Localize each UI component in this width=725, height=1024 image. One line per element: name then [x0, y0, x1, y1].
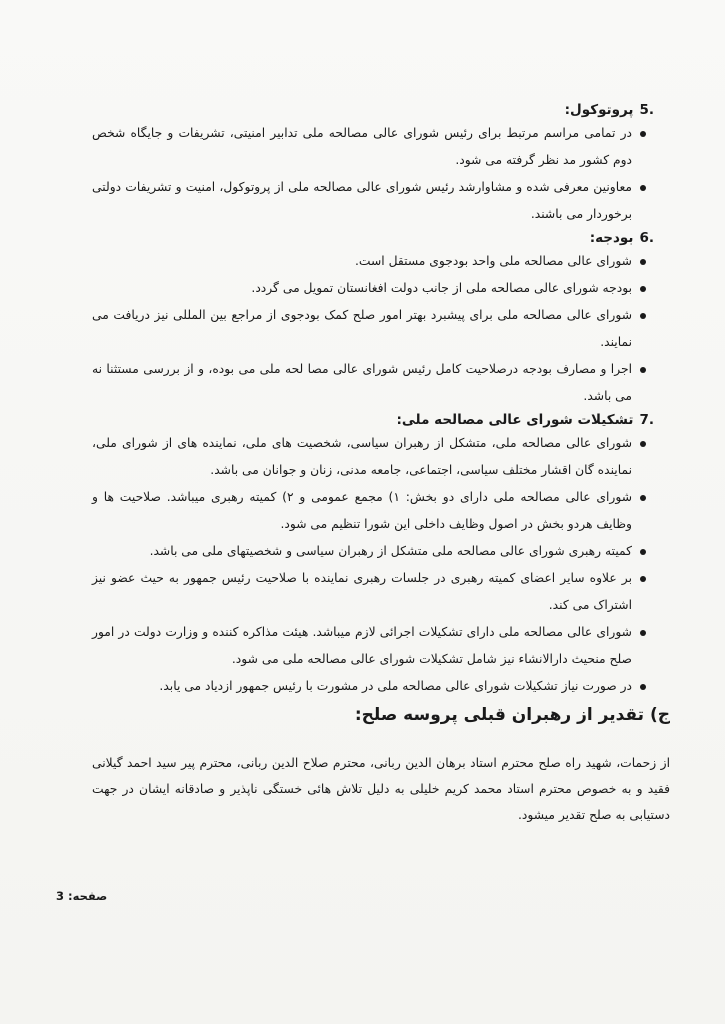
section-heading: [92, 228, 654, 248]
section-title: بودجه:: [589, 230, 634, 246]
appreciation-paragraph: از زحمات، شهید راه صلح محترم استاد برهان الدین ربانی، محترم صلاح الدین ربانی، محترم پیر سید احمد گیلانی فقید و به خصوص محترم استاد محمد کریم خلیلی به دلیل تلاش هائی خستگی ناپذیر و صادقانه ایشان در جهت دستیابی به صلح تقدیر میشود.: [92, 756, 670, 822]
list-item: [92, 484, 632, 538]
list-item-text: بر علاوه سایر اعضای کمیته رهبری در جلسات رهبری نماینده با صلاحیت رئیس جمهور به حیث عضو نیز اشتراک می کند.: [92, 571, 632, 612]
list-item: [92, 275, 632, 302]
section-title: پروتوکول:: [564, 102, 634, 118]
page-number: صفحه: 3: [56, 889, 108, 903]
section-title: تشکیلات شورای عالی مصالحه ملی:: [396, 412, 634, 428]
list-item: [92, 538, 632, 565]
list-item: [92, 619, 632, 673]
list-item-text: شورای عالی مصالحه ملی، متشکل از رهبران سیاسی، شخصیت های ملی، نماینده های از شورای ملی، نماینده گان اقشار مختلف سیاسی، اجتماعی، جامعه مدنی، زنان و جوانان می باشد.: [92, 436, 632, 477]
appreciation-heading: ج) تقدیر از رهبران قبلی پروسه صلح:: [354, 705, 670, 725]
list-item: [92, 430, 632, 484]
section-protocol: [92, 100, 654, 228]
page-content: [92, 100, 670, 828]
list-item-text: شورای عالی مصالحه ملی دارای دو بخش: ۱) مجمع عمومی و ۲) کمیته رهبری میباشد. صلاحیت ها و وظایف هردو بخش در اصول وظایف داخلی این شورا تنظیم می شود.: [92, 490, 633, 531]
list-item-text: معاونین معرفی شده و مشاوارشد رئیس شورای عالی مصالحه ملی از پروتوکول، امنیت و تشریفات دولتی برخوردار می باشند.: [92, 180, 632, 221]
list-item: [92, 673, 632, 700]
list-item: [92, 248, 632, 275]
list-item-text: شورای عالی مصالحه ملی برای پیشبرد بهتر امور صلح کمک بودجوی از مراجع بین المللی نیز دریافت می نمایند.: [92, 308, 632, 349]
bullet-icon: [640, 684, 646, 690]
list-item-text: شورای عالی مصالحه ملی دارای تشکیلات اجرائی لازم میباشد. هیئت مذاکره کننده و وزارت دولت در امور صلح منحیث دارالانشاء نیز شامل تشکیلات شورای عالی مصالحه ملی می شود.: [92, 625, 632, 666]
bullet-icon: [640, 185, 646, 191]
list-item-text: بودجه شورای عالی مصالحه ملی از جانب دولت افغانستان تمویل می گردد.: [251, 281, 632, 295]
list-item: [92, 565, 632, 619]
list-item-text: در صورت نیاز تشکیلات شورای عالی مصالحه ملی در مشورت با رئیس جمهور ازدیاد می یابد.: [159, 679, 632, 693]
list-item: [92, 174, 632, 228]
section-number: 6.: [639, 230, 654, 246]
section-budget: [92, 228, 654, 410]
list-item: [92, 302, 632, 356]
section-number: 7.: [639, 412, 654, 428]
list-item-text: شورای عالی مصالحه ملی واحد بودجوی مستقل است.: [354, 254, 632, 268]
bullet-list: [92, 430, 632, 700]
bullet-list: [92, 248, 632, 410]
list-item: [92, 356, 632, 410]
bullet-list: [92, 120, 632, 228]
bullet-icon: [640, 549, 646, 555]
bullet-icon: [640, 441, 646, 447]
bullet-icon: [640, 576, 646, 582]
section-heading: [92, 100, 654, 120]
list-item-text: کمیته رهبری شورای عالی مصالحه ملی متشکل از رهبران سیاسی و شخصیتهای ملی می باشد.: [149, 544, 632, 558]
bullet-icon: [640, 313, 646, 319]
list-item-text: در تمامی مراسم مرتبط برای رئیس شورای عالی مصالحه ملی تدابیر امنیتی، تشریفات و جایگاه شخص دوم کشور مد نظر گرفته می شود.: [92, 126, 632, 167]
bullet-icon: [640, 259, 646, 265]
bullet-icon: [640, 367, 646, 373]
section-number: 5.: [639, 102, 654, 118]
bullet-icon: [640, 286, 646, 292]
section-heading: [92, 410, 654, 430]
section-organization: [92, 410, 654, 700]
bullet-icon: [640, 630, 646, 636]
list-item: [92, 120, 632, 174]
bullet-icon: [640, 131, 646, 137]
bullet-icon: [640, 495, 646, 501]
list-item-text: اجرا و مصارف بودجه درصلاحیت کامل رئیس شورای عالی مصا لحه ملی می بوده، و از بررسی مستثنا نه می باشد.: [92, 362, 632, 403]
